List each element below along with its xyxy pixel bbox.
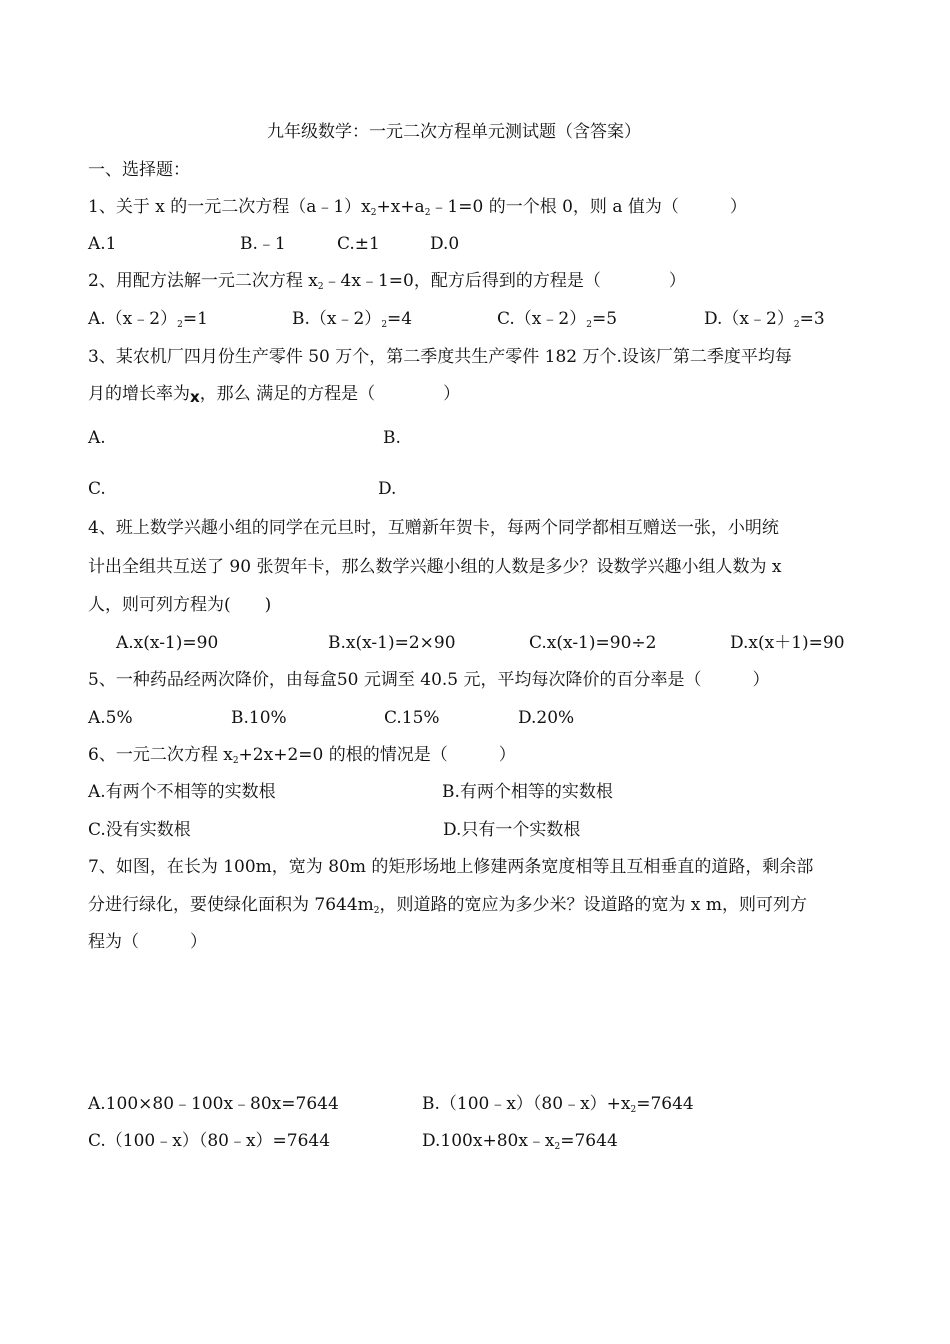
q2-superscript: 2 bbox=[317, 282, 324, 292]
q2-option-b-sup: 2 bbox=[381, 320, 388, 330]
question-3-line-2 bbox=[88, 382, 460, 406]
q3-text-b: ，那么 满足的方程是（ ） bbox=[199, 384, 461, 404]
q7-option-b-rest: =7644 bbox=[636, 1094, 694, 1114]
q2-option-b-rest: =4 bbox=[387, 309, 413, 329]
q1-text-c: ﹣1=0 的一个根 0，则 a 值为（ ） bbox=[430, 197, 747, 217]
q6-option-b: B.有两个相等的实数根 bbox=[442, 782, 613, 802]
q1-option-a: A.1 bbox=[88, 234, 117, 254]
q1-superscript-1: 2 bbox=[370, 208, 377, 218]
q7-text-b: ，则道路的宽应为多少米？设道路的宽为 x m，则可列方 bbox=[379, 895, 808, 915]
q2-text-a: 2、用配方法解一元二次方程 x bbox=[88, 271, 318, 291]
q7-superscript: 2 bbox=[373, 906, 380, 916]
q5-option-c: C.15% bbox=[384, 708, 440, 728]
question-4-line-1: 4、班上数学兴趣小组的同学在元旦时，互赠新年贺卡，每两个同学都相互赠送一张，小明统 bbox=[88, 518, 779, 538]
q7-option-d-sup: 2 bbox=[554, 1142, 561, 1152]
section-heading: 一、选择题： bbox=[88, 160, 190, 180]
q2-option-b bbox=[292, 307, 412, 334]
q5-option-d: D.20% bbox=[518, 708, 575, 728]
q4-option-b: B.x(x-1)=2×90 bbox=[328, 633, 456, 653]
q2-option-a-rest: =1 bbox=[182, 309, 208, 329]
q7-option-d-rest: =7644 bbox=[560, 1131, 618, 1151]
q7-option-c: C.（100﹣x）（80﹣x）=7644 bbox=[88, 1131, 331, 1151]
q3-option-c: C. bbox=[88, 479, 106, 499]
question-7-line-3: 程为（ ） bbox=[88, 932, 207, 952]
q4-option-a: A.x(x-1)=90 bbox=[116, 633, 219, 653]
q1-text-b: +x+a bbox=[376, 197, 425, 217]
q6-option-c: C.没有实数根 bbox=[88, 820, 191, 840]
q2-option-c bbox=[497, 307, 617, 334]
q3-option-b: B. bbox=[383, 428, 401, 448]
question-1-stem bbox=[88, 195, 747, 222]
q7-option-b bbox=[422, 1092, 694, 1119]
q2-option-d-text: D.（x﹣2） bbox=[704, 309, 794, 329]
q6-option-d: D.只有一个实数根 bbox=[443, 820, 581, 840]
q2-text-b: ﹣4x﹣1=0，配方后得到的方程是（ ） bbox=[323, 271, 686, 291]
q7-option-b-text: B.（100﹣x）（80﹣x）+x bbox=[422, 1094, 631, 1114]
question-3-line-1: 3、某农机厂四月份生产零件 50 万个，第二季度共生产零件 182 万个.设该厂第二季度平均每 bbox=[88, 347, 792, 367]
q3-variable-x: x bbox=[190, 388, 200, 406]
q2-option-c-sup: 2 bbox=[586, 320, 592, 330]
question-4-line-3: 人，则可列方程为( ) bbox=[88, 595, 272, 615]
q6-text-a: 6、一元二次方程 x bbox=[88, 745, 233, 765]
page-title: 九年级数学：一元二次方程单元测试题（含答案） bbox=[267, 122, 641, 142]
q3-option-d: D. bbox=[378, 479, 397, 499]
q7-option-a: A.100×80﹣100x﹣80x=7644 bbox=[88, 1094, 339, 1114]
q2-option-a-text: A.（x﹣2） bbox=[88, 309, 178, 329]
q6-superscript: 2 bbox=[232, 756, 239, 766]
question-2-stem bbox=[88, 269, 686, 296]
q6-text-b: +2x+2=0 的根的情况是（ ） bbox=[238, 745, 516, 765]
q4-option-c: C.x(x-1)=90÷2 bbox=[529, 633, 657, 653]
q2-option-b-text: B.（x﹣2） bbox=[292, 309, 382, 329]
q1-text-a: 1、关于 x 的一元二次方程（a﹣1）x bbox=[88, 197, 371, 217]
q2-option-a bbox=[88, 307, 208, 334]
q6-option-a: A.有两个不相等的实数根 bbox=[88, 782, 276, 802]
q2-option-a-sup: 2 bbox=[177, 320, 183, 330]
q7-text-a: 分进行绿化，要使绿化面积为 7644m bbox=[88, 895, 374, 915]
q4-option-d: D.x(x＋1)=90 bbox=[730, 633, 845, 653]
q1-superscript-2: 2 bbox=[424, 208, 431, 218]
q2-option-d-sup: 2 bbox=[793, 320, 800, 330]
q1-option-c: C.±1 bbox=[337, 234, 380, 254]
q3-text-a: 月的增长率为 bbox=[88, 384, 190, 404]
q3-option-a: A. bbox=[88, 428, 106, 448]
q7-option-d bbox=[422, 1129, 618, 1156]
question-4-line-2: 计出全组共互送了 90 张贺年卡，那么数学兴趣小组的人数是多少？设数学兴趣小组人数为 x bbox=[88, 557, 782, 577]
q2-option-c-text: C.（x﹣2） bbox=[497, 309, 587, 329]
q1-option-b: B.﹣1 bbox=[240, 234, 286, 254]
q2-option-d-rest: =3 bbox=[799, 309, 825, 329]
q1-option-d: D.0 bbox=[430, 234, 460, 254]
question-7-line-1: 7、如图，在长为 100m，宽为 80m 的矩形场地上修建两条宽度相等且互相垂直的道路，剩余部 bbox=[88, 857, 814, 877]
q7-option-b-sup: 2 bbox=[630, 1105, 637, 1115]
q2-option-c-rest: =5 bbox=[591, 309, 618, 329]
q7-option-d-text: D.100x+80x﹣x bbox=[422, 1131, 555, 1151]
question-6-stem bbox=[88, 743, 516, 770]
question-7-line-2 bbox=[88, 893, 807, 920]
question-5-stem: 5、一种药品经两次降价，由每盒50 元调至 40.5 元，平均每次降价的百分率是（ ） bbox=[88, 670, 770, 690]
q5-option-a: A.5% bbox=[88, 708, 133, 728]
q2-option-d bbox=[704, 307, 825, 334]
q5-option-b: B.10% bbox=[231, 708, 287, 728]
